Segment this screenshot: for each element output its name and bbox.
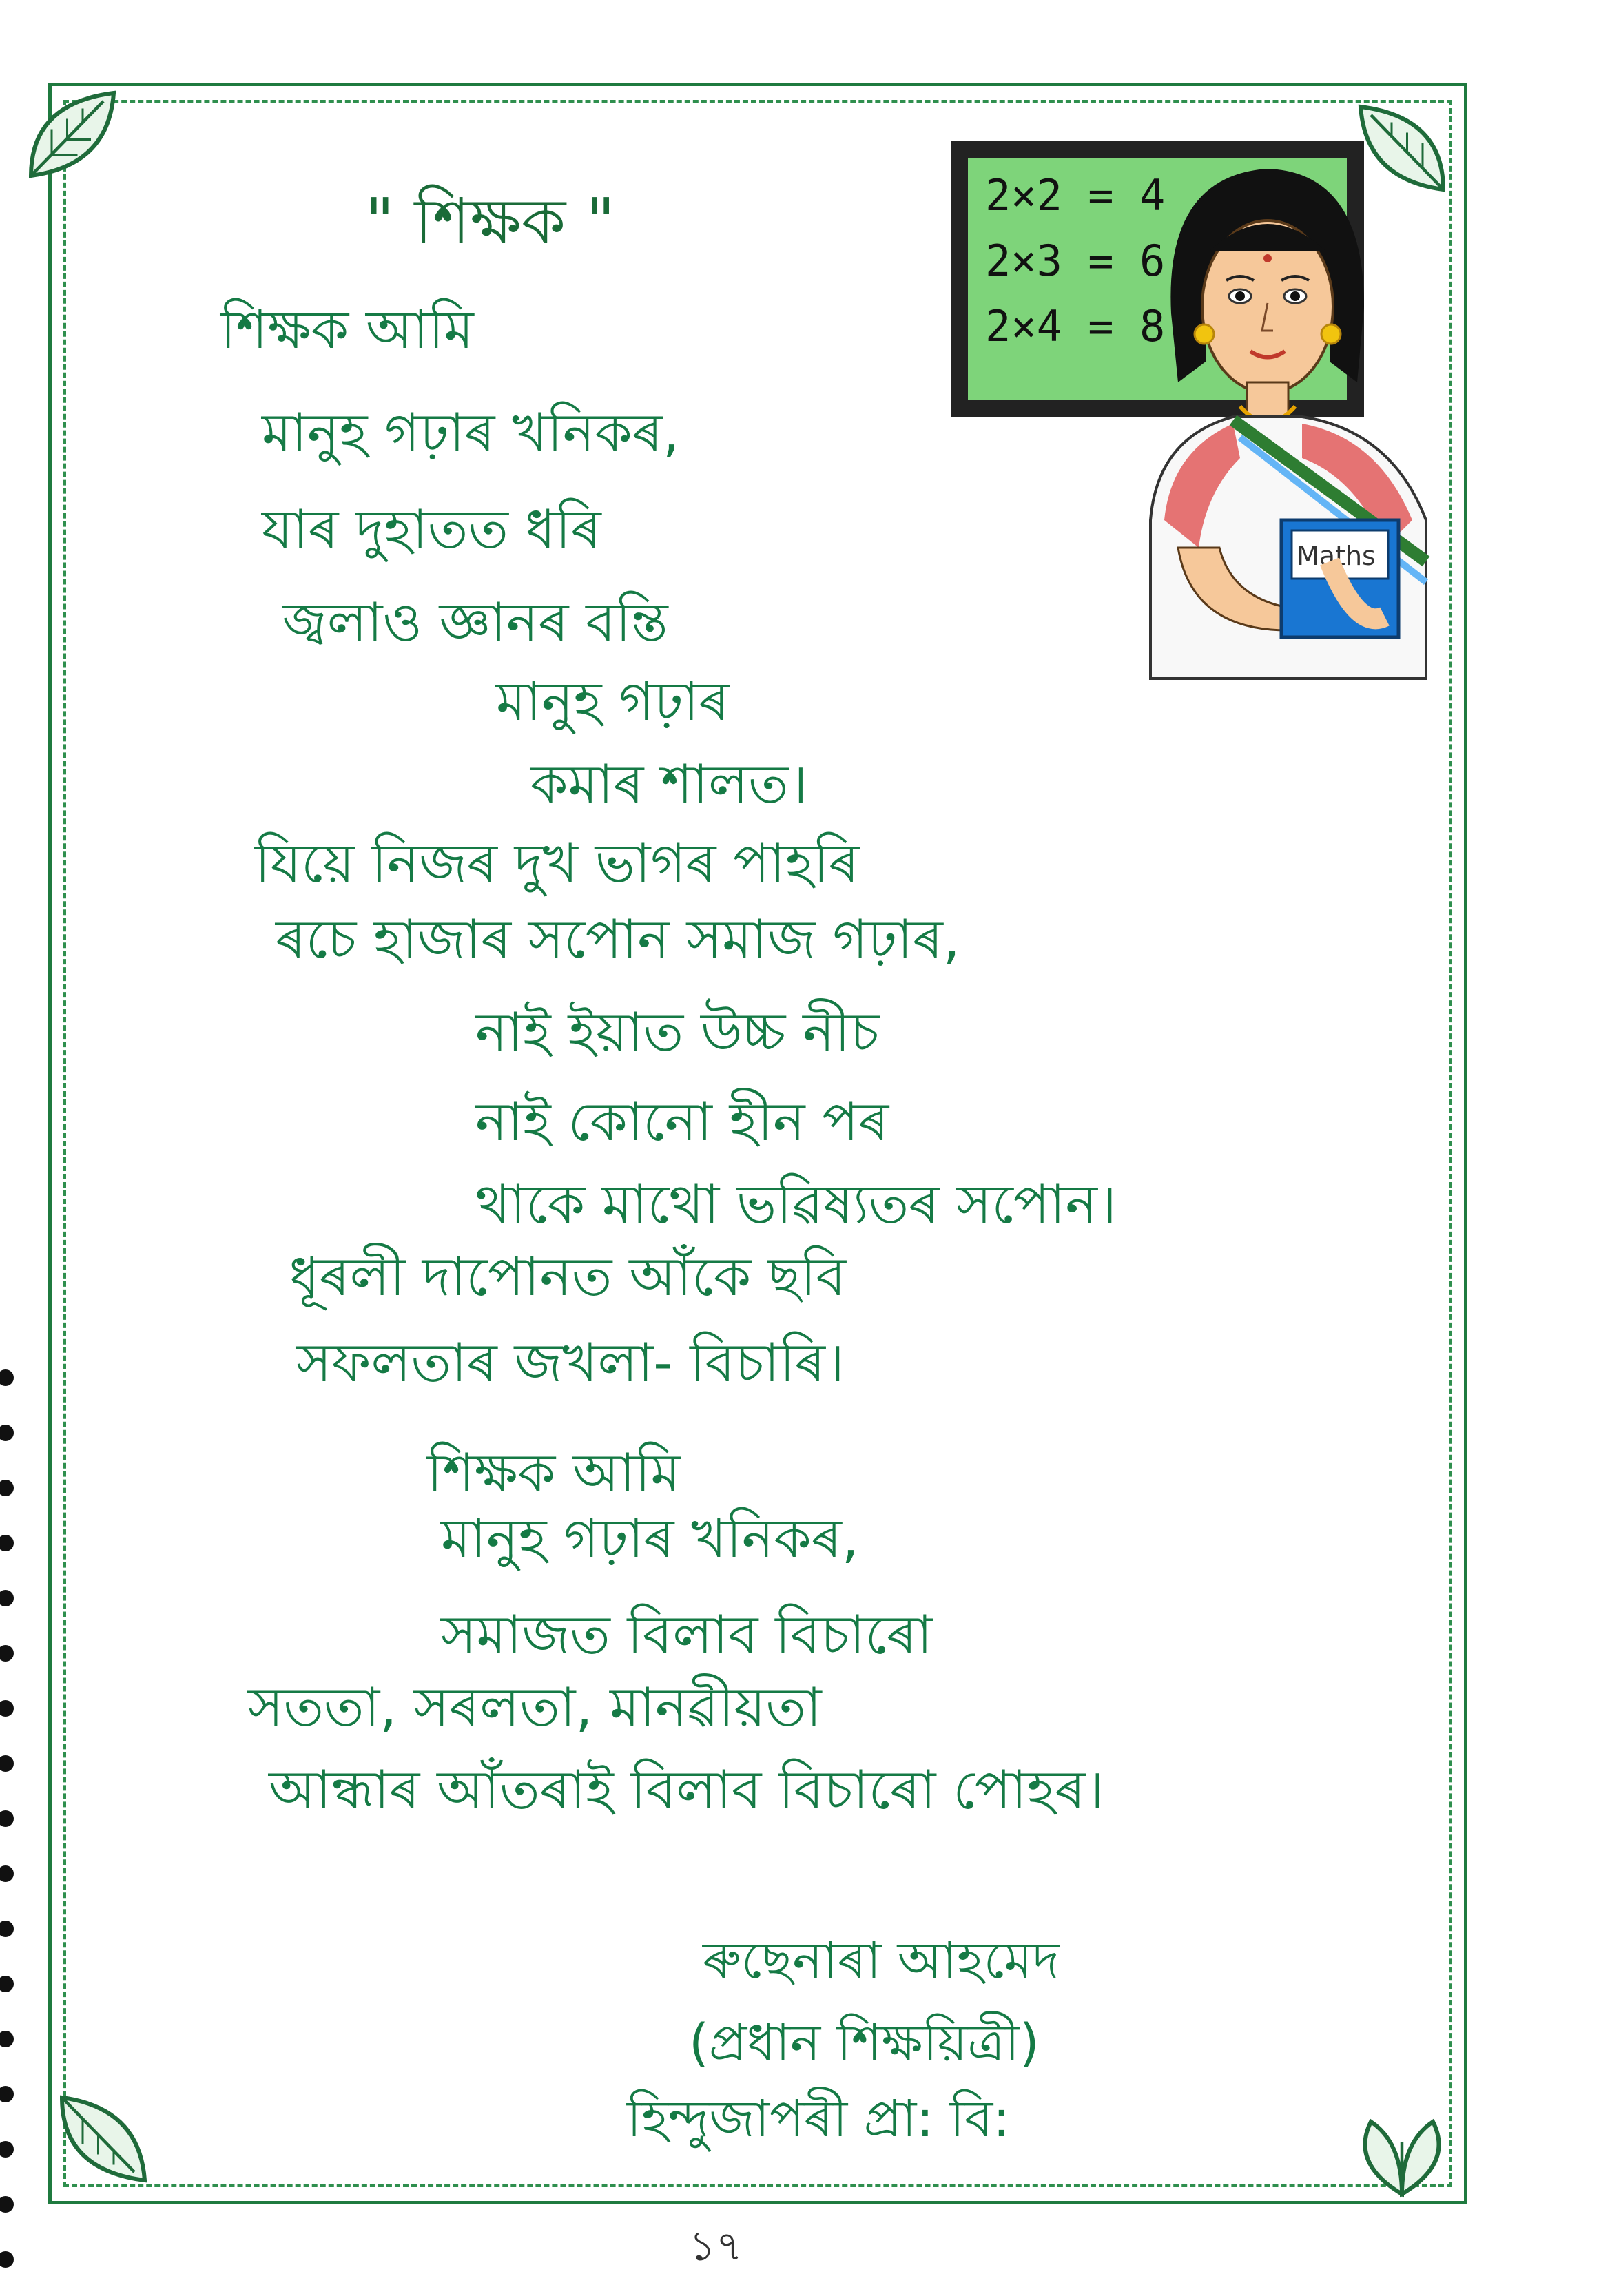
poem-title: " শিক্ষক ": [365, 185, 615, 258]
leaf-corner-bottom-right-icon: [1350, 2101, 1454, 2204]
poem-line-7: যিয়ে নিজৰ দুখ ভাগৰ পাহৰি: [255, 833, 860, 895]
blackboard-line-1: 2×2 = 4: [985, 170, 1166, 220]
author-designation: (প্ৰধান শিক্ষয়িত্ৰী): [689, 2014, 1040, 2073]
spiral-binding: [0, 1364, 21, 2296]
poem-line-4: জ্বলাও জ্ঞানৰ বন্তি: [282, 592, 668, 654]
poem-line-5: মানুহ গঢ়াৰ: [496, 671, 730, 733]
poem-line-2: মানুহ গঢ়াৰ খনিকৰ,: [262, 402, 680, 464]
poem-line-10: নাই কোনো হীন পৰ: [475, 1091, 889, 1153]
poem-line-18: আন্ধাৰ আঁতৰাই বিলাব বিচাৰো পোহৰ।: [269, 1759, 1105, 1821]
poem-line-17: সততা, সৰলতা, মানৱীয়তা: [248, 1677, 822, 1739]
poem-line-13: সফলতাৰ জখলা- বিচাৰি।: [296, 1332, 845, 1394]
blackboard-line-2: 2×3 = 6: [985, 236, 1166, 286]
poem-line-16: সমাজত বিলাব বিচাৰো: [441, 1604, 933, 1666]
leaf-corner-top-left-icon: [21, 83, 124, 186]
poem-line-8: ৰচে হাজাৰ সপোন সমাজ গঢ়াৰ,: [276, 909, 960, 971]
poem-line-3: যাৰ দুহাতত ধৰি: [262, 499, 601, 561]
poem-line-9: নাই ইয়াত উচ্চ নীচ: [475, 1002, 880, 1064]
poem-line-6: কমাৰ শালত।: [530, 754, 808, 816]
poem-line-12: ধূৰলী দাপোনত আঁকে ছবি: [289, 1246, 846, 1308]
poem-line-14: শিক্ষক আমি: [427, 1442, 681, 1504]
leaf-corner-bottom-left-icon: [52, 2087, 155, 2191]
teacher-illustration: [944, 134, 1433, 685]
poem-line-1: শিক্ষক আমি: [220, 299, 474, 361]
poem-line-11: থাকে মাথো ভৱিষ্যতৰ সপোন।: [475, 1174, 1117, 1236]
page-number: ১৭: [689, 2222, 743, 2271]
author-school: হিন্দুজাপৰী প্ৰা: বি:: [627, 2089, 1011, 2149]
author-name: ৰুছেনাৰা আহমেদ: [703, 1931, 1060, 1990]
blackboard-line-3: 2×4 = 8: [985, 301, 1166, 351]
book-label: Maths: [1297, 541, 1376, 571]
poem-line-15: মানুহ গঢ়াৰ খনিকৰ,: [441, 1508, 859, 1570]
